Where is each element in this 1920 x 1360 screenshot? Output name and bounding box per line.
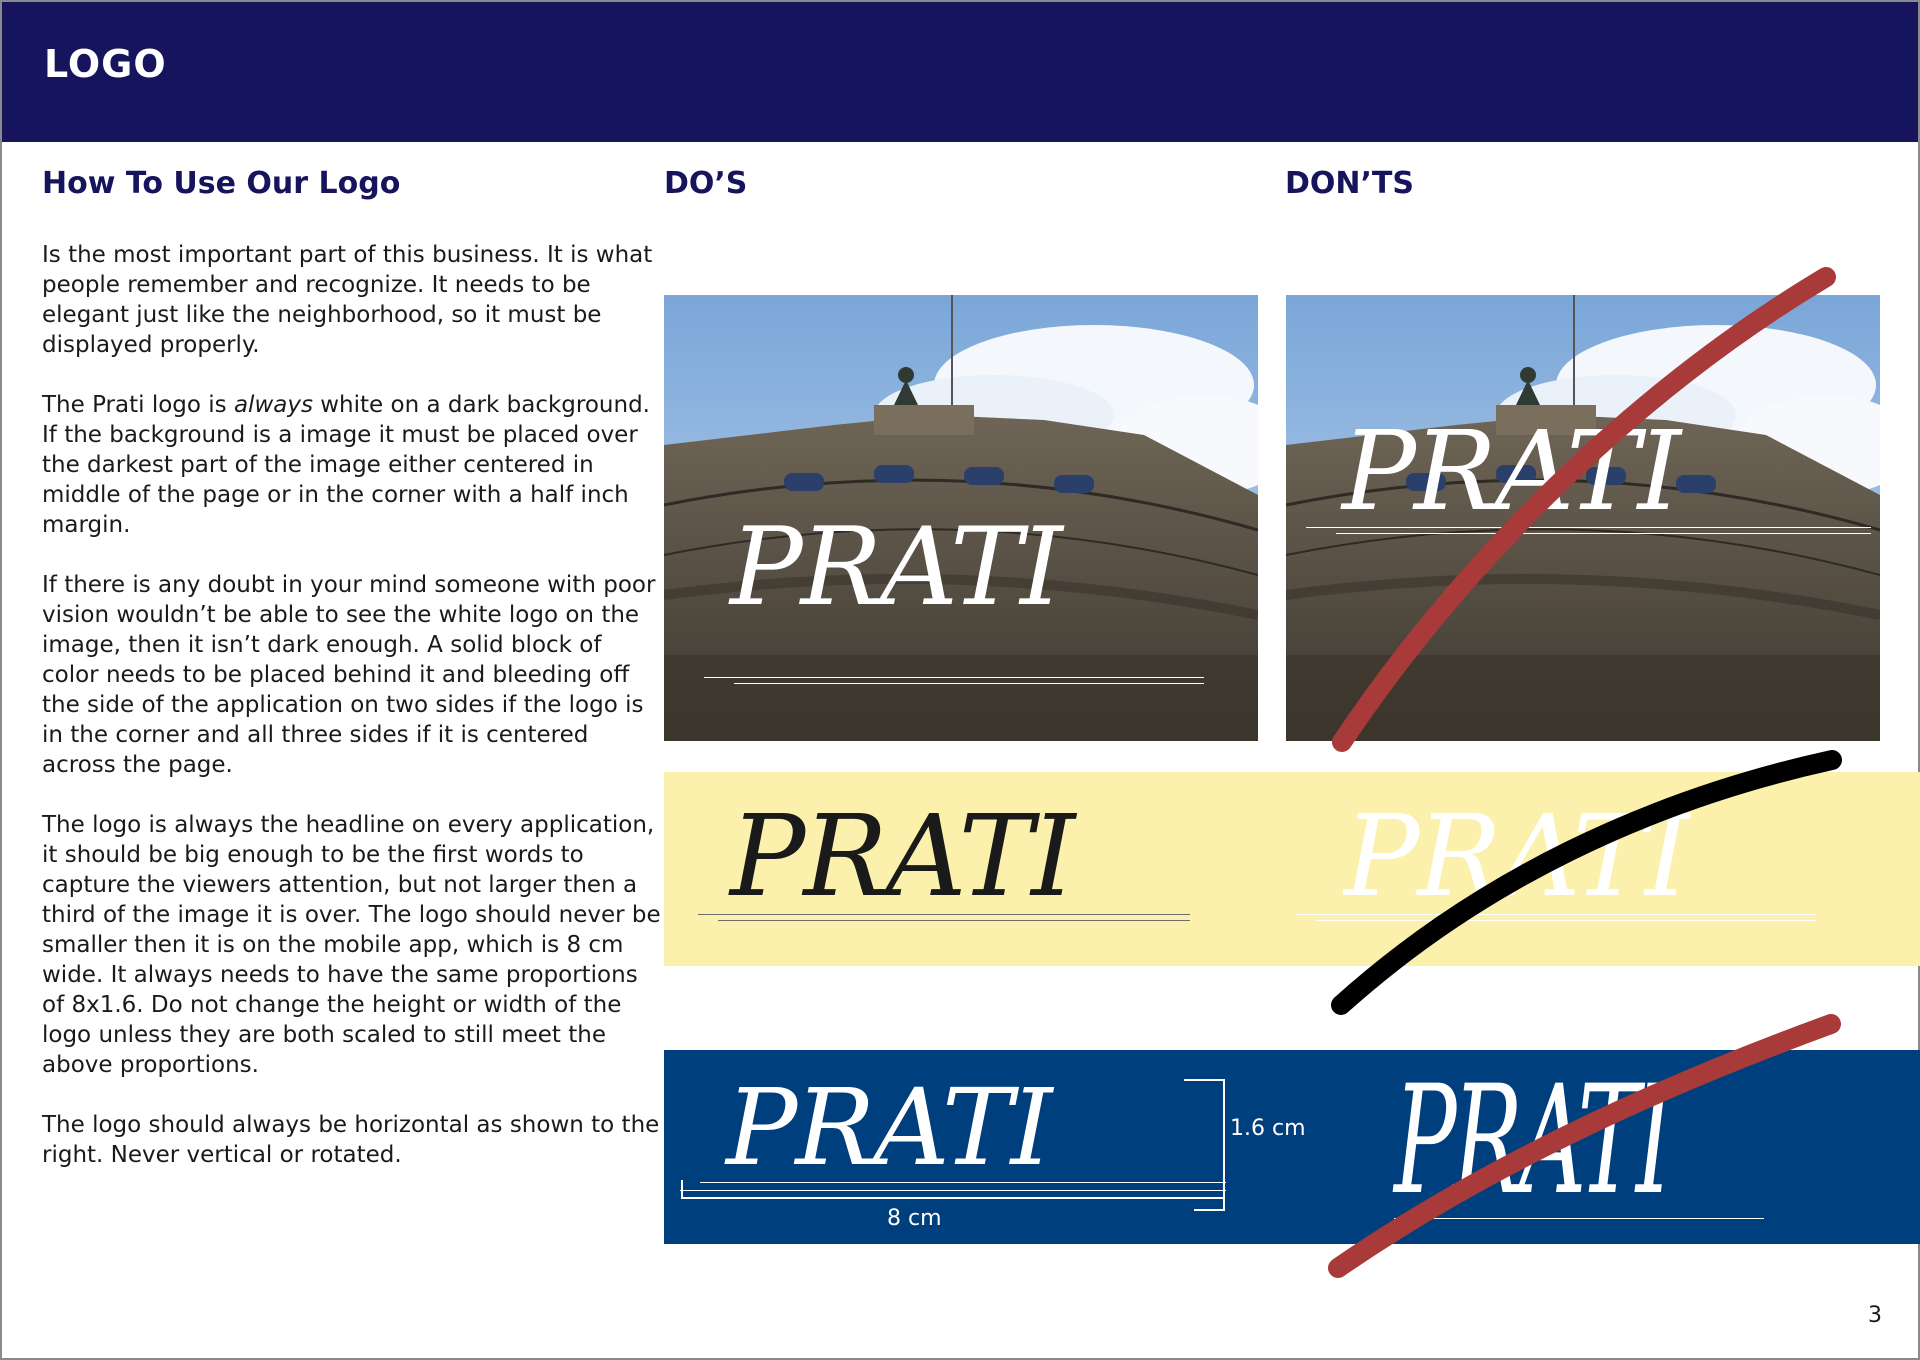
logo-underline xyxy=(704,677,1204,678)
paragraph-color-rule-end: white on a dark background. If the background is a image it must be placed over the darkest part of the image either centered in middle of the page or in the corner with a half inch margin. xyxy=(42,392,650,538)
logo-wordmark-white: PRATI xyxy=(1344,792,1688,922)
dimension-brackets xyxy=(664,1050,1920,1244)
logo-underline xyxy=(1296,914,1816,915)
blue-band-example xyxy=(664,1050,1920,1244)
paragraph-color-rule xyxy=(42,390,662,540)
paragraph-importance: Is the most important part of this business. It is what people remember and recognize. It needs to be elegant just like the neighborhood, so it must be displayed properly. xyxy=(42,242,653,358)
paragraph-size: The logo is always the headline on every application, it should be big enough to be the first words to capture the viewers attention, but not larger then a third of the image it is over. The logo should never be smaller then it is on the mobile app, which is 8 cm wide. It always needs to have the same proportions of 8x1.6. Do not change the height or width of the logo unless they are both scaled to still meet the above proportions. xyxy=(42,812,661,1078)
how-to-use-title: How To Use Our Logo xyxy=(42,166,401,201)
page-number: 3 xyxy=(1868,1303,1882,1328)
do-photo-example xyxy=(664,295,1258,741)
logo-wordmark-dark: PRATI xyxy=(730,792,1074,922)
logo-underline-second xyxy=(1336,533,1871,534)
logo-underline-second xyxy=(1316,920,1816,921)
page-title: LOGO xyxy=(44,42,167,86)
header-bar xyxy=(2,2,1918,142)
dos-title: DO’S xyxy=(664,166,748,201)
logo-wordmark-distorted: PRATI xyxy=(1394,1054,1669,1228)
logo-underline-second xyxy=(718,920,1190,921)
logo-wordmark: PRATI xyxy=(1342,407,1680,535)
donts-title: DON’TS xyxy=(1285,166,1414,201)
dont-photo-example xyxy=(1286,295,1880,741)
logo-underline xyxy=(698,914,1190,915)
paragraph-contrast: If there is any doubt in your mind someone with poor vision wouldn’t be able to see the white logo on the image, then it isn’t dark enough. A solid block of color needs to be placed behind it and bleeding off the side of the application on two sides if the logo is in the corner and all three sides if it is centered across the page. xyxy=(42,572,656,778)
usage-guidelines-text xyxy=(42,240,662,1200)
height-dimension-label: 1.6 cm xyxy=(1230,1116,1306,1141)
logo-wordmark: PRATI xyxy=(726,1066,1051,1189)
paragraph-orientation: The logo should always be horizontal as shown to the right. Never vertical or rotated. xyxy=(42,1112,660,1168)
yellow-band-example xyxy=(664,772,1920,966)
logo-underline xyxy=(1394,1218,1764,1219)
logo-underline-second xyxy=(734,683,1204,684)
logo-underline xyxy=(1306,527,1871,528)
logo-wordmark: PRATI xyxy=(730,505,1061,630)
width-dimension-label: 8 cm xyxy=(887,1206,942,1231)
emphasis-always: always xyxy=(233,392,313,418)
paragraph-color-rule-start: The Prati logo is xyxy=(42,392,234,418)
